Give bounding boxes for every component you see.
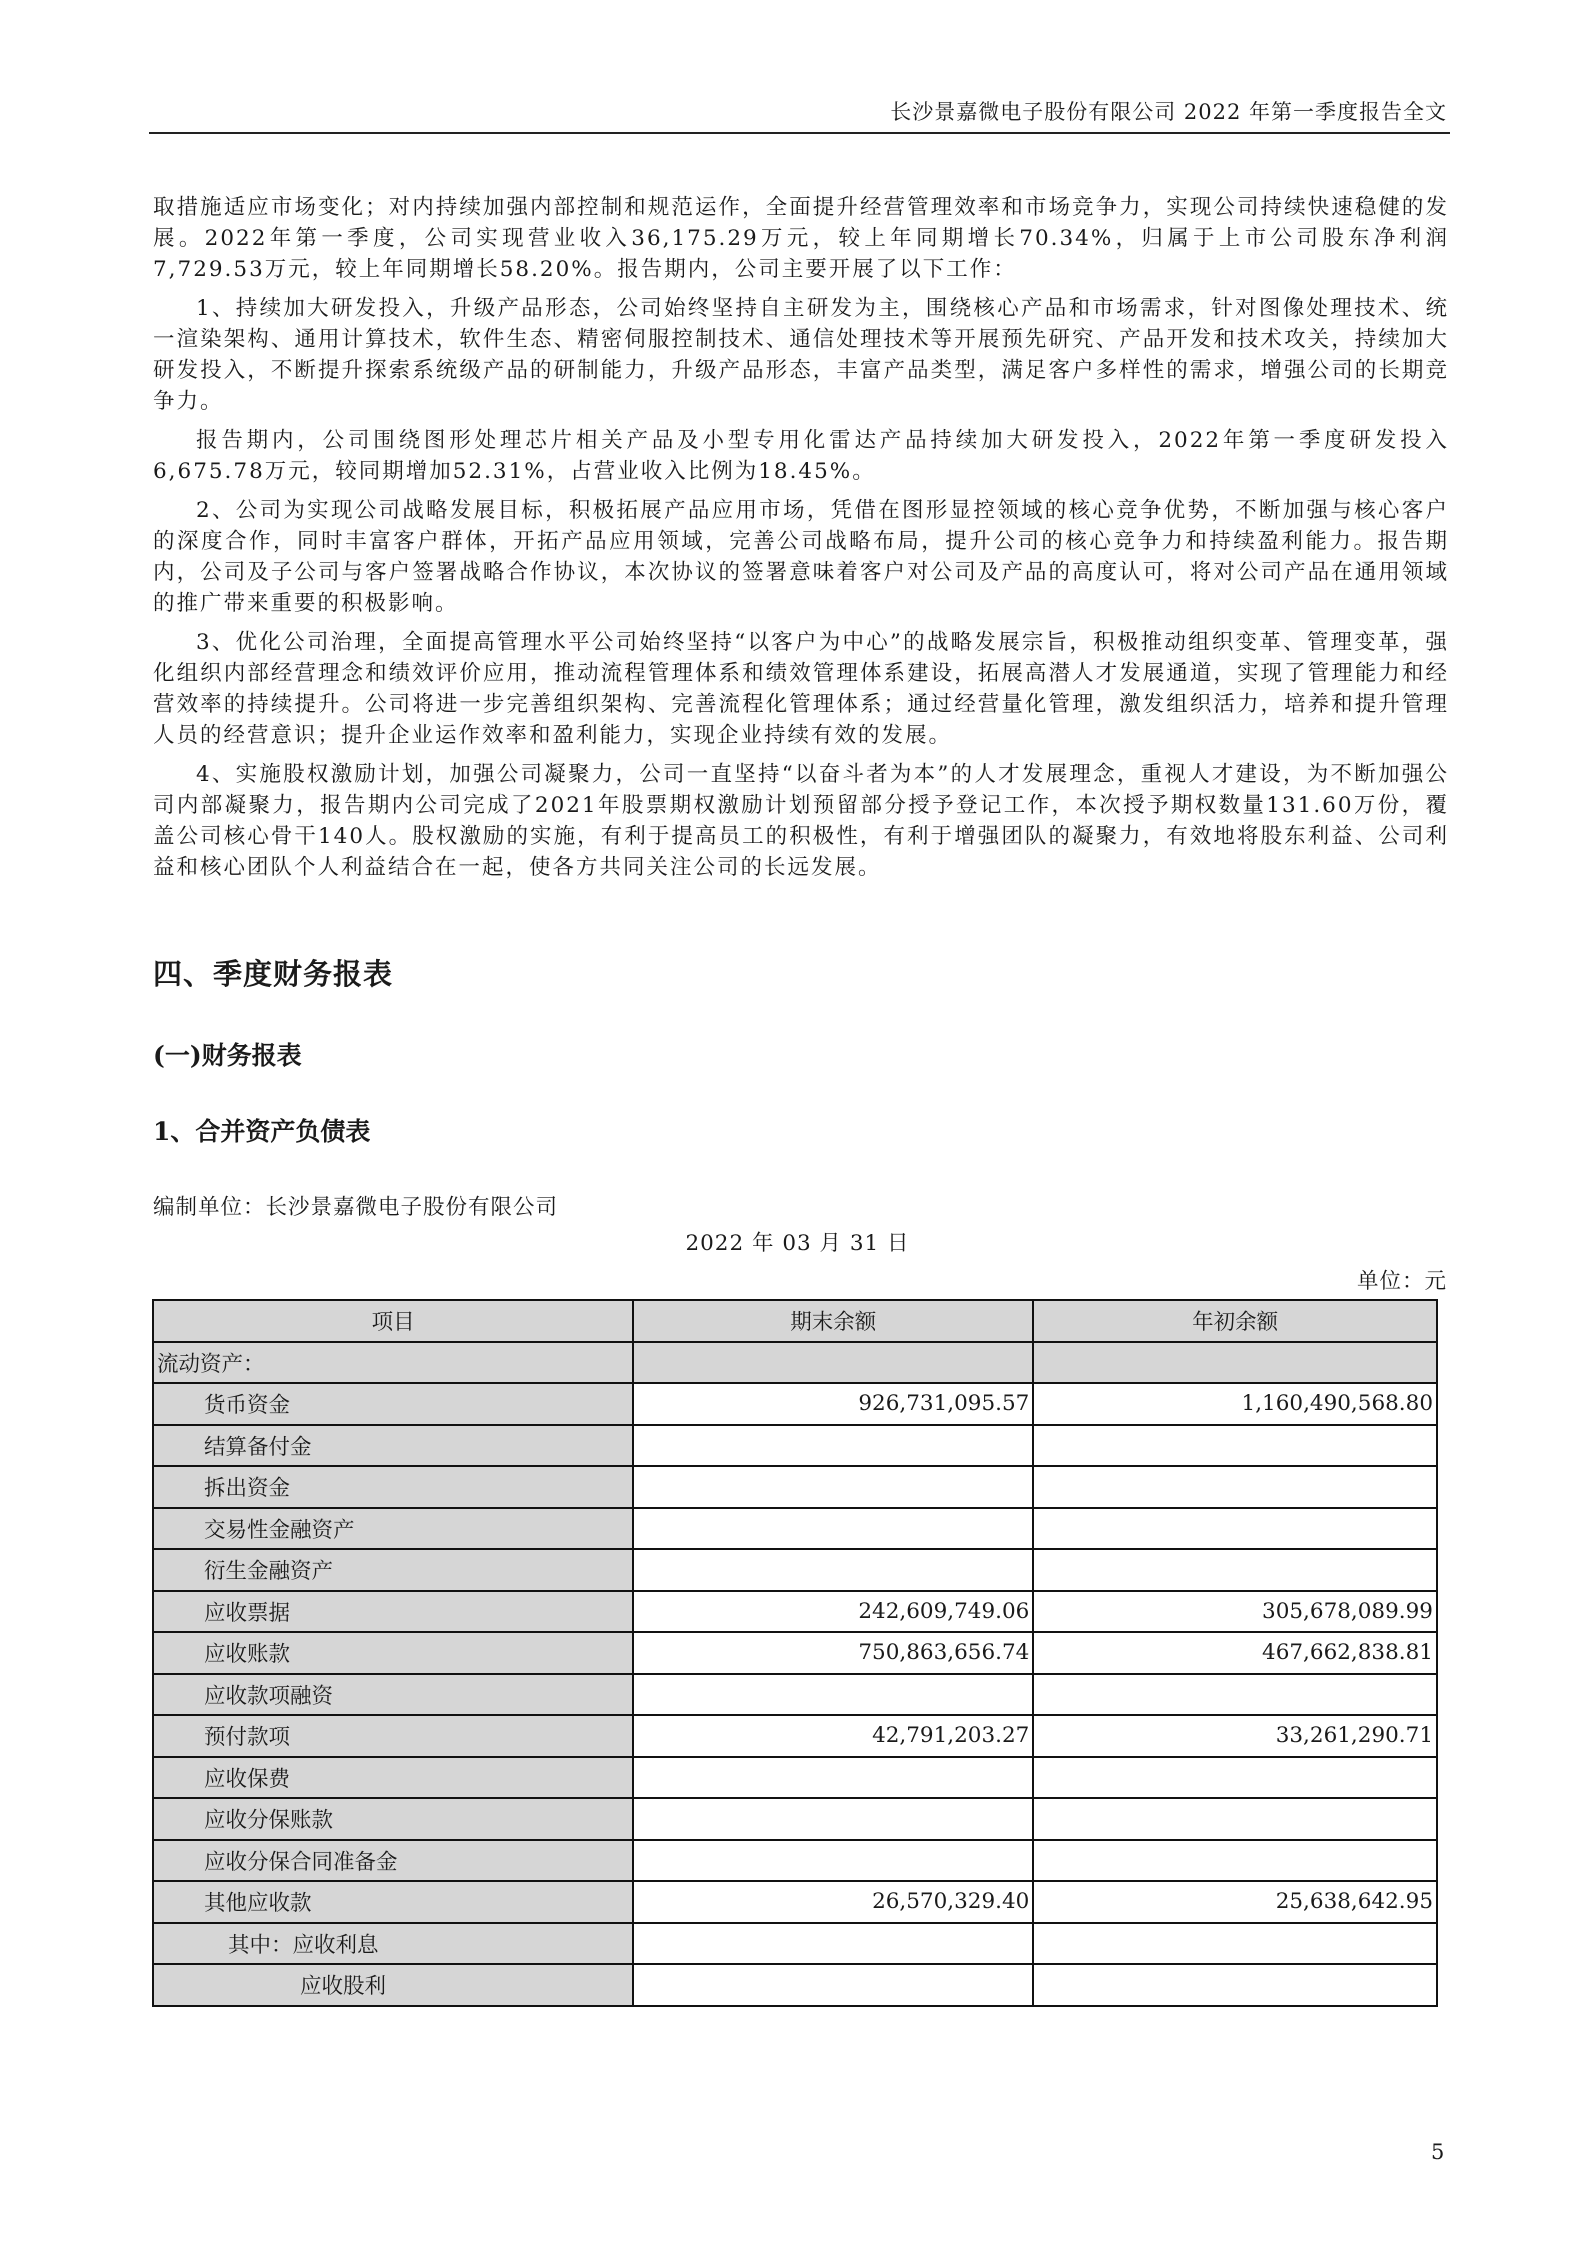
subsection-heading: (一)财务报表	[153, 1041, 302, 1070]
row-label: 应收票据	[153, 1591, 633, 1633]
paragraph: 3、优化公司治理，全面提高管理水平公司始终坚持“以客户为中心”的战略发展宗旨，积极推动组织变革、管理变革，强化组织内部经营理念和绩效评价应用，推动流程管理体系和绩效管理体系建设，拓展高潜人才发展通道，实现了管理能力和经营效率的持续提升。公司将进一步完善组织架构、完善流程化管理体系；通过经营量化管理，激发组织活力，培养和提升管理人员的经营意识；提升企业运作效率和盈利能力，实现企业持续有效的发展。	[153, 630, 1449, 748]
table-row	[153, 1425, 1437, 1467]
end-balance-cell	[633, 1425, 1033, 1467]
begin-balance-cell	[1033, 1508, 1437, 1550]
table-heading: 1、合并资产负债表	[153, 1117, 371, 1146]
end-balance-cell: 42,791,203.27	[633, 1715, 1033, 1757]
column-header-item: 项目	[153, 1300, 633, 1342]
row-label: 应收分保账款	[153, 1798, 633, 1840]
table-row	[153, 1923, 1437, 1965]
page-number: 5	[1431, 2140, 1445, 2164]
column-header-begin-balance: 年初余额	[1033, 1300, 1437, 1342]
begin-balance-cell	[1033, 1757, 1437, 1799]
reporting-entity: 编制单位：长沙景嘉微电子股份有限公司	[153, 1195, 559, 1220]
begin-balance-cell	[1033, 1466, 1437, 1508]
report-date: 2022 年 03 月 31 日	[685, 1231, 910, 1256]
row-label: 应收账款	[153, 1632, 633, 1674]
table-row	[153, 1466, 1437, 1508]
table-row	[153, 1508, 1437, 1550]
row-label: 流动资产：	[153, 1342, 633, 1384]
end-balance-cell	[633, 1508, 1033, 1550]
row-label: 拆出资金	[153, 1466, 633, 1508]
begin-balance-cell	[1033, 1425, 1437, 1467]
row-label: 其中：应收利息	[153, 1923, 633, 1965]
paragraph: 报告期内，公司围绕图形处理芯片相关产品及小型专用化雷达产品持续加大研发投入，2022年第一季度研发投入6,675.78万元，较同期增加52.31%，占营业收入比例为18.45%。	[153, 428, 1449, 484]
row-label: 应收款项融资	[153, 1674, 633, 1716]
row-label: 应收分保合同准备金	[153, 1840, 633, 1882]
end-balance-cell	[633, 1840, 1033, 1882]
end-balance-cell	[633, 1466, 1033, 1508]
begin-balance-cell: 305,678,089.99	[1033, 1591, 1437, 1633]
end-balance-cell	[633, 1964, 1033, 2006]
table-row	[153, 1632, 1437, 1674]
begin-balance-cell: 1,160,490,568.80	[1033, 1383, 1437, 1425]
table-row	[153, 1674, 1437, 1716]
paragraph: 1、持续加大研发投入，升级产品形态，公司始终坚持自主研发为主，围绕核心产品和市场需求，针对图像处理技术、统一渲染架构、通用计算技术，软件生态、精密伺服控制技术、通信处理技术等开展预先研究、产品开发和技术攻关，持续加大研发投入，不断提升探索系统级产品的研制能力，升级产品形态，丰富产品类型，满足客户多样性的需求，增强公司的长期竞争力。	[153, 296, 1449, 414]
begin-balance-cell: 467,662,838.81	[1033, 1632, 1437, 1674]
table-section-row	[153, 1342, 1437, 1384]
header-rule	[149, 132, 1450, 134]
end-balance-cell: 926,731,095.57	[633, 1383, 1033, 1425]
begin-balance-cell: 33,261,290.71	[1033, 1715, 1437, 1757]
column-header-end-balance: 期末余额	[633, 1300, 1033, 1342]
end-balance-cell	[633, 1798, 1033, 1840]
table-row	[153, 1881, 1437, 1923]
end-balance-cell	[633, 1342, 1033, 1384]
row-label: 货币资金	[153, 1383, 633, 1425]
begin-balance-cell	[1033, 1923, 1437, 1965]
end-balance-cell	[633, 1674, 1033, 1716]
table-row	[153, 1840, 1437, 1882]
end-balance-cell	[633, 1923, 1033, 1965]
row-label: 预付款项	[153, 1715, 633, 1757]
body-text	[153, 192, 1449, 891]
table-header-row	[153, 1300, 1437, 1342]
begin-balance-cell: 25,638,642.95	[1033, 1881, 1437, 1923]
begin-balance-cell	[1033, 1674, 1437, 1716]
begin-balance-cell	[1033, 1840, 1437, 1882]
table-row	[153, 1964, 1437, 2006]
begin-balance-cell	[1033, 1964, 1437, 2006]
begin-balance-cell	[1033, 1798, 1437, 1840]
row-label: 应收股利	[153, 1964, 633, 2006]
paragraph: 4、实施股权激励计划，加强公司凝聚力，公司一直坚持“以奋斗者为本”的人才发展理念，重视人才建设，为不断加强公司内部凝聚力，报告期内公司完成了2021年股票期权激励计划预留部分授予登记工作，本次授予期权数量131.60万份，覆盖公司核心骨干140人。股权激励的实施，有利于提高员工的积极性，有利于增强团队的凝聚力，有效地将股东利益、公司利益和核心团队个人利益结合在一起，使各方共同关注公司的长远发展。	[153, 762, 1449, 880]
begin-balance-cell	[1033, 1342, 1437, 1384]
row-label: 交易性金融资产	[153, 1508, 633, 1550]
table-row	[153, 1591, 1437, 1633]
table-row	[153, 1798, 1437, 1840]
table-row	[153, 1757, 1437, 1799]
end-balance-cell	[633, 1757, 1033, 1799]
row-label: 衍生金融资产	[153, 1549, 633, 1591]
end-balance-cell: 750,863,656.74	[633, 1632, 1033, 1674]
balance-sheet-table	[152, 1299, 1438, 2007]
row-label: 其他应收款	[153, 1881, 633, 1923]
end-balance-cell: 242,609,749.06	[633, 1591, 1033, 1633]
paragraph: 2、公司为实现公司战略发展目标，积极拓展产品应用市场，凭借在图形显控领域的核心竞争优势，不断加强与核心客户的深度合作，同时丰富客户群体，开拓产品应用领域，完善公司战略布局，提升公司的核心竞争力和持续盈利能力。报告期内，公司及子公司与客户签署战略合作协议，本次协议的签署意味着客户对公司及产品的高度认可，将对公司产品在通用领域的推广带来重要的积极影响。	[153, 498, 1449, 616]
end-balance-cell	[633, 1549, 1033, 1591]
page-header-title: 长沙景嘉微电子股份有限公司 2022 年第一季度报告全文	[890, 100, 1447, 124]
begin-balance-cell	[1033, 1549, 1437, 1591]
row-label: 结算备付金	[153, 1425, 633, 1467]
table-row	[153, 1715, 1437, 1757]
end-balance-cell: 26,570,329.40	[633, 1881, 1033, 1923]
row-label: 应收保费	[153, 1757, 633, 1799]
paragraph: 取措施适应市场变化；对内持续加强内部控制和规范运作，全面提升经营管理效率和市场竞争力，实现公司持续快速稳健的发展。2022年第一季度，公司实现营业收入36,175.29万元，较上年同期增长70.34%，归属于上市公司股东净利润7,729.53万元，较上年同期增长58.20%。报告期内，公司主要开展了以下工作：	[153, 195, 1449, 282]
table-row	[153, 1549, 1437, 1591]
section-heading: 四、季度财务报表	[153, 957, 394, 991]
table-row	[153, 1383, 1437, 1425]
currency-unit: 单位：元	[1356, 1269, 1447, 1294]
